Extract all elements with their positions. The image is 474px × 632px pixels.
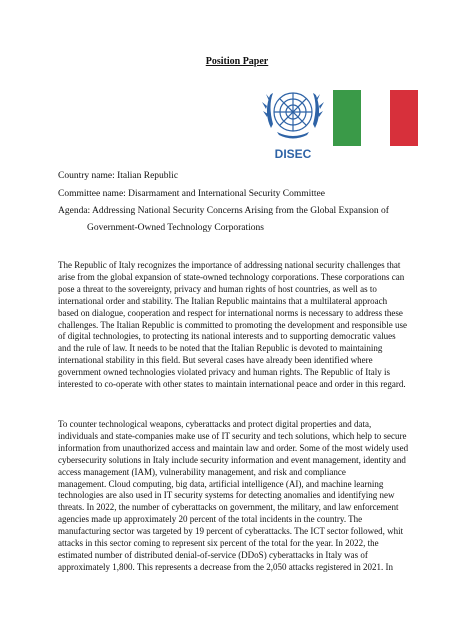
paragraph-line: based on dialogue, cooperation and respect for international norms is necessary to address these: [58, 307, 403, 318]
flag-stripe-red: [390, 90, 418, 146]
paragraph-line: estimated number of distributed denial-of-service (DDoS) cyberattacks in Italy was of: [58, 549, 368, 560]
paragraph-line: access management (IAM), vulnerability management, and risk and compliance: [58, 466, 346, 477]
paragraph-line: government owned technologies violated privacy and human rights. The Republic of Italy is: [58, 367, 391, 378]
page-title: Position Paper: [205, 56, 269, 67]
paragraph-line: pose a threat to the sovereignty, privacy and human rights of host countries, as well as to: [58, 283, 377, 294]
flag-stripe-green: [333, 90, 361, 146]
logo-caption: DISEC: [274, 147, 312, 161]
committee-name: Committee name: Disarmament and International Security Committee: [58, 189, 325, 199]
italy-flag-icon: [333, 90, 418, 146]
paragraph-line: To counter technological weapons, cyberattacks and protect digital properties and data,: [58, 419, 372, 429]
paragraph-line: individuals and state-companies make use of IT security and tech solutions, which help to secure: [58, 430, 407, 441]
flag-stripe-white: [361, 90, 389, 146]
paragraph-line: attacks in this sector coming to represent six percent of the total for the year. In 2022, the: [58, 538, 379, 549]
paragraph-line: threats. In 2022, the number of cyberattacks on government, the military, and law enforcement: [58, 502, 399, 513]
paragraph-line: approximately 1,800. This represents a decrease from the 2,050 attacks registered in 2021. In: [58, 561, 393, 572]
paragraph-line: agencies made up approximately 20 percent of the total incidents in the country. The: [58, 514, 363, 525]
un-emblem-icon: [261, 84, 325, 162]
agenda-line-2: Government-Owned Technology Corporations: [87, 223, 264, 233]
paragraph-line: interested to co-operate with other states to maintain international peace and order in this regard.: [58, 379, 406, 390]
paragraph-line: and the rule of law. It needs to be noted that the Italian Republic is devoted to maintaining: [58, 343, 383, 354]
paragraph-line: of digital technologies, to protecting its national interests and to supporting democratic values: [58, 331, 396, 342]
agenda-line-1: Agenda: Addressing National Security Concerns Arising from the Global Expansion of: [58, 206, 389, 216]
paragraph-line: management. Cloud computing, big data, artificial intelligence (AI), and machine learning: [58, 478, 384, 489]
paragraph-2: [58, 419, 418, 574]
paragraph-line: The Republic of Italy recognizes the importance of addressing national security challenges that: [58, 260, 401, 270]
paragraph-line: international stability in this field. But several cases have already been identified where: [58, 355, 373, 366]
paragraph-line: information from unauthorized access and maintain law and order. Some of the most widely used: [58, 442, 409, 453]
paragraph-line: technologies are also used in IT security systems for detecting anomalies and identifying new: [58, 490, 395, 501]
paragraph-line: challenges. The Italian Republic is committed to promoting the development and responsible use: [58, 319, 408, 330]
paragraph-line: cybersecurity solutions in Italy include security information and event management, identity and: [58, 454, 406, 465]
paragraph-line: arise from the global expansion of state-owned technology corporations. These corporations can: [58, 271, 405, 282]
country-name: Country name: Italian Republic: [58, 171, 179, 181]
paragraph-line: international order and stability. The Italian Republic maintains that a multilateral approach: [58, 295, 388, 306]
paragraph-line: manufacturing sector was targeted by 19 percent of cyberattacks. The ICT sector followed, whit: [58, 526, 404, 537]
paragraph-1: [58, 260, 418, 391]
